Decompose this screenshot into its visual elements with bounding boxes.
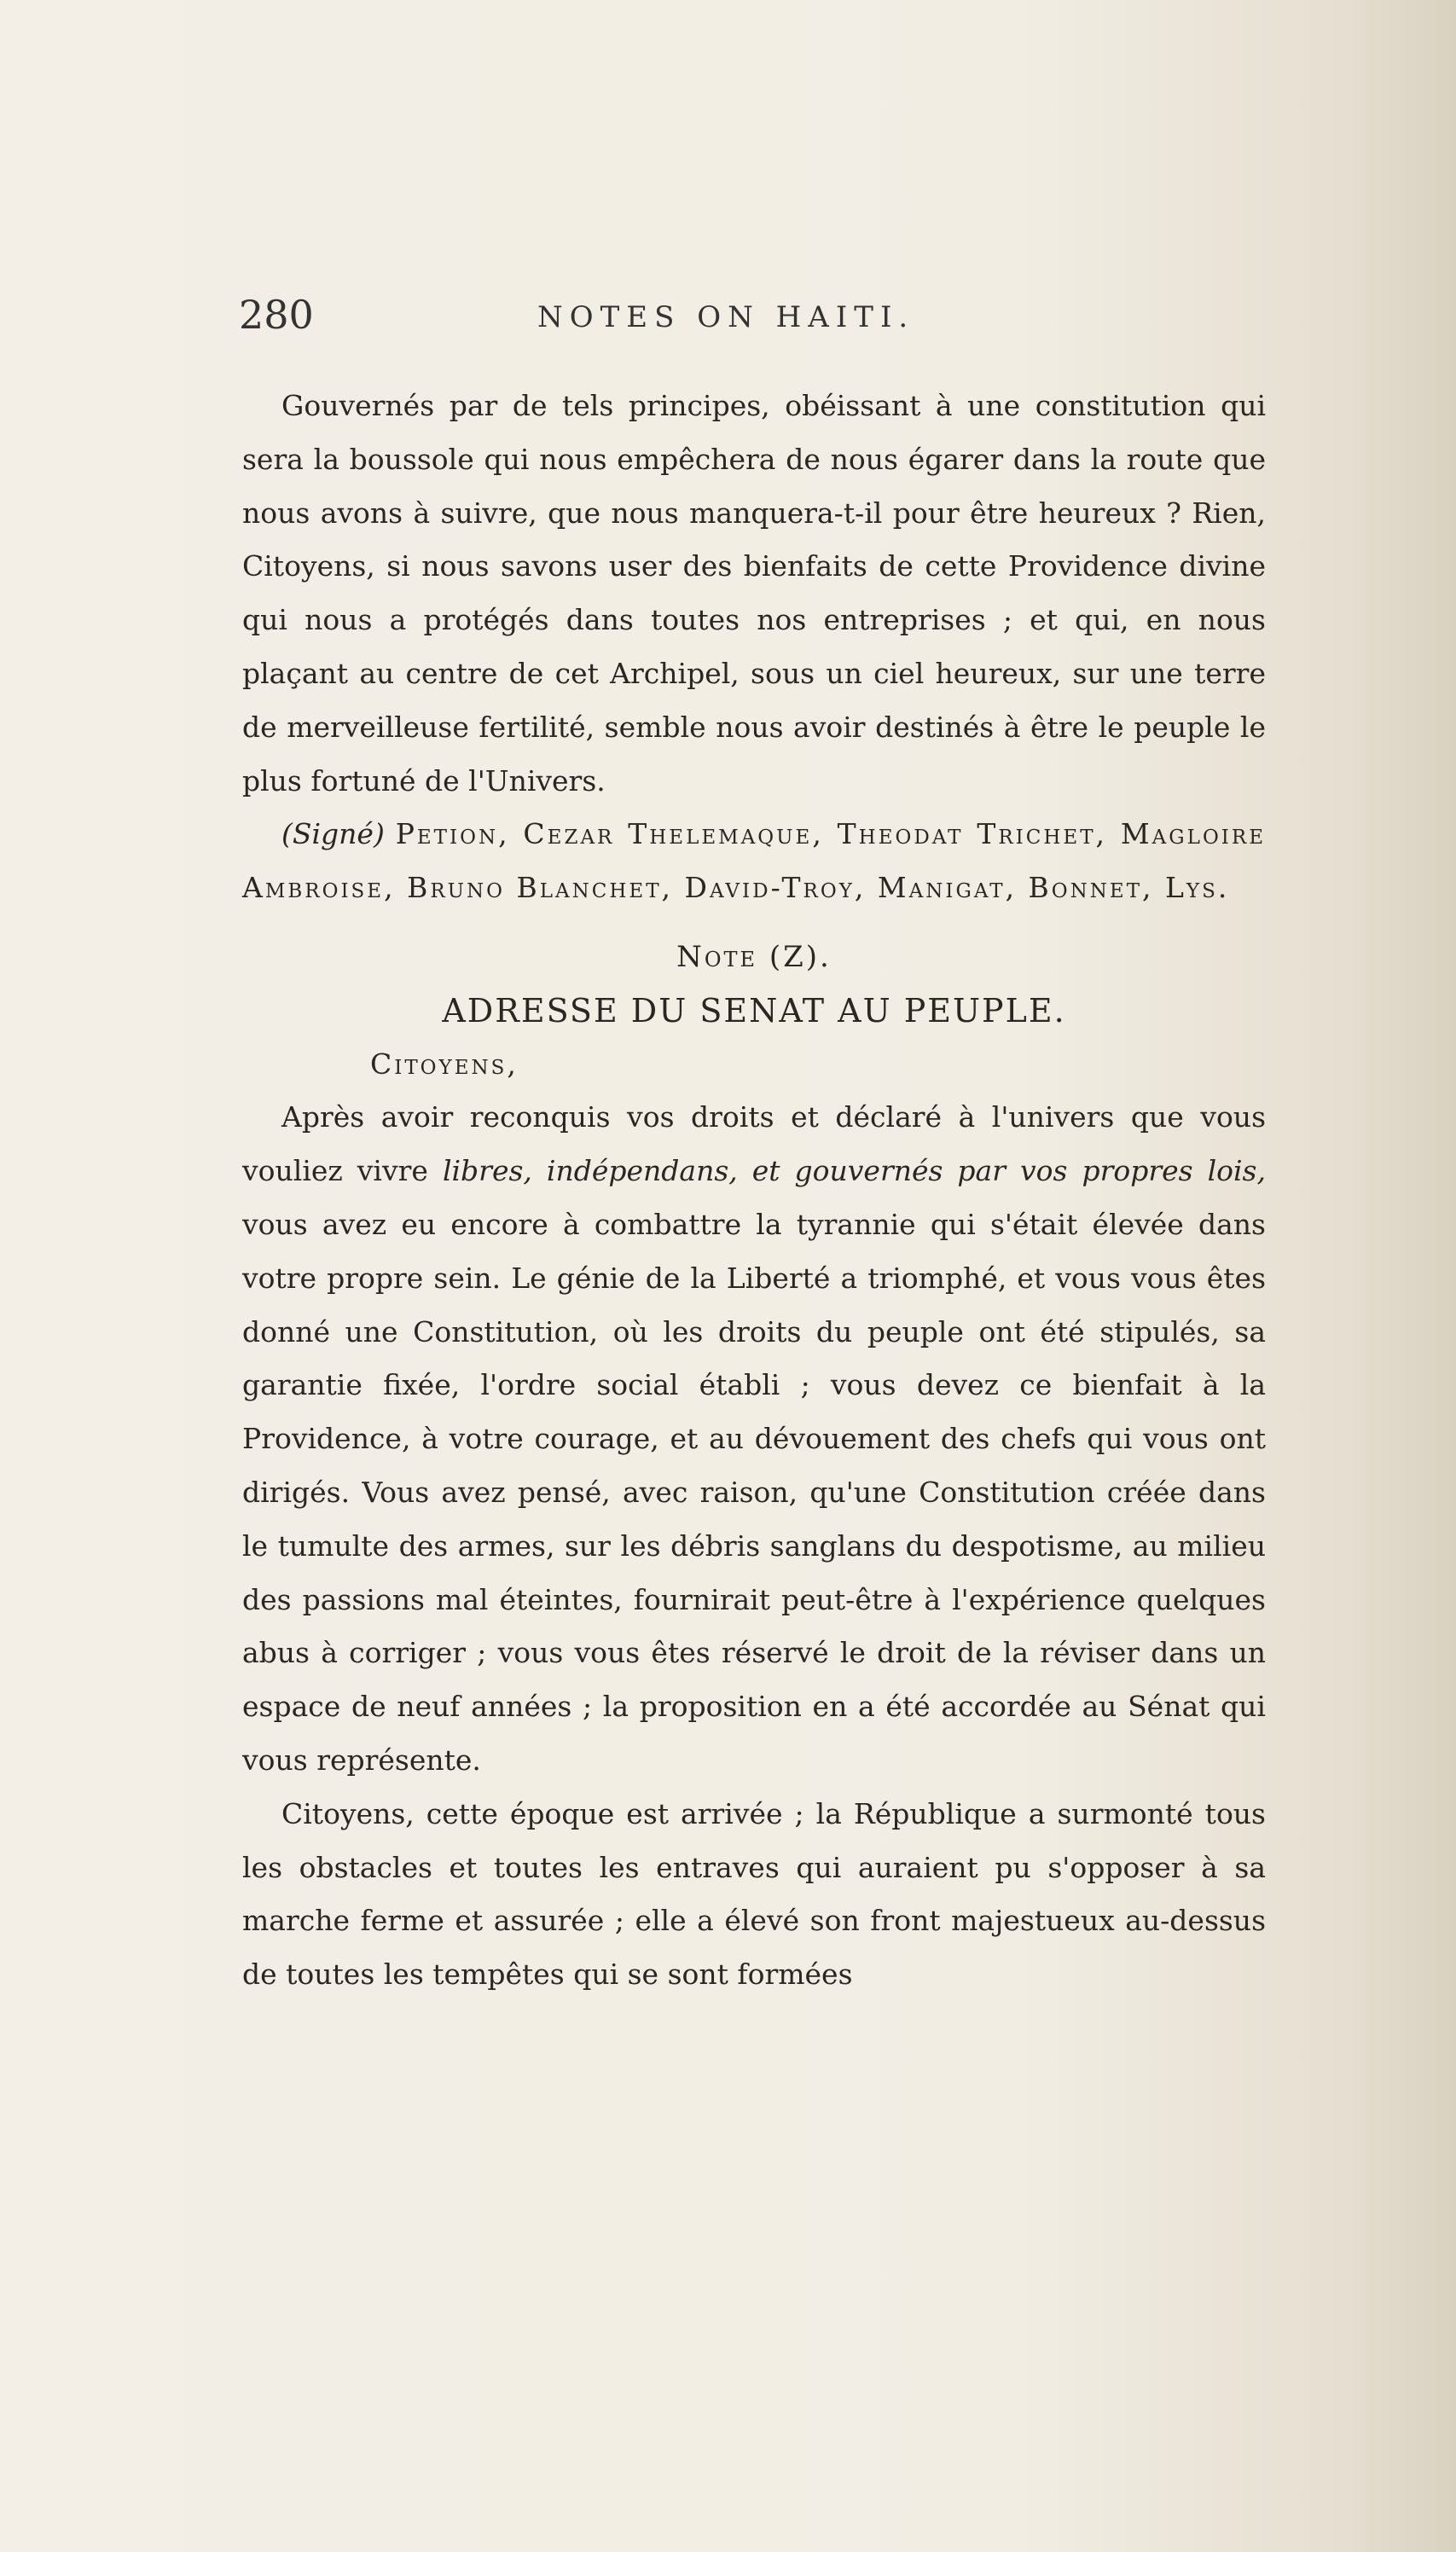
body-text <box>242 380 1266 2002</box>
paragraph-2-part-a: Après avoir reconquis vos droits et déclaré à l'univers que vous vouliez vivre <box>242 1100 1266 1188</box>
signed-label: (Signé) <box>281 817 385 851</box>
salutation-text: Citoyens, <box>370 1047 519 1081</box>
running-title: NOTES ON HAITI. <box>537 300 915 334</box>
signatories: Petion, Cezar Thelemaque, Theodat Trichet, Magloire Ambroise, Bruno Blanchet, David-Troy, Manigat, Bonnet, Lys. <box>242 817 1266 905</box>
page-header <box>239 292 1262 343</box>
salutation <box>242 1038 1266 1092</box>
signature-block <box>242 808 1266 915</box>
address-title: ADRESSE DU SENAT AU PEUPLE. <box>442 991 1066 1030</box>
paragraph-3: Citoyens, cette époque est arrivée ; la République a surmonté tous les obstacles et toutes les entraves qui auraient pu s'opposer à sa marche ferme et assurée ; elle a élevé son front majestueux au-dessus de toutes les tempêtes qui se sont formées <box>242 1796 1266 1992</box>
paragraph-1: Gouvernés par de tels principes, obéissant à une constitution qui sera la boussole qui nous empêchera de nous égarer dans la route que nous avons à suivre, que nous manquera-t-il pour être heureux ? Rien, Citoyens, si nous savons user des bienfaits de cette Providence divine qui nous a protégés dans toutes nos entreprises ; et qui, en nous plaçant au centre de cet Archipel, sous un ciel heureux, sur une terre de merveilleuse fertilité, semble nous avoir destinés à être le peuple le plus fortuné de l'Univers. <box>242 389 1266 798</box>
note-heading <box>242 931 1266 984</box>
page-number: 280 <box>239 292 314 338</box>
note-heading-text: Note (Z). <box>676 939 832 974</box>
paragraph-2-italic: libres, indépendans, et gouvernés par vos propres lois, <box>442 1154 1266 1188</box>
paragraph-2 <box>242 1091 1266 1787</box>
paragraph-2-part-b: vous avez eu encore à combattre la tyrannie qui s'était élevée dans votre propre sein. Le génie de la Liberté a triomphé, et vous vous êtes donné une Constitution, où les droits du peuple ont été stipulés, sa garantie fixée, l'ordre social établi ; vous devez ce bienfait à la Providence, à votre courage, et au dévouement des chefs qui vous ont dirigés. Vous avez pensé, avec raison, qu'une Constitution créée dans le tumulte des armes, sur les débris sanglans du despotisme, au milieu des passions mal éteintes, fournirait peut-être à l'expérience quelques abus à corriger ; vous vous êtes réservé le droit de la réviser dans un espace de neuf années ; la proposition en a été accordée au Sénat qui vous représente. <box>242 1207 1266 1777</box>
